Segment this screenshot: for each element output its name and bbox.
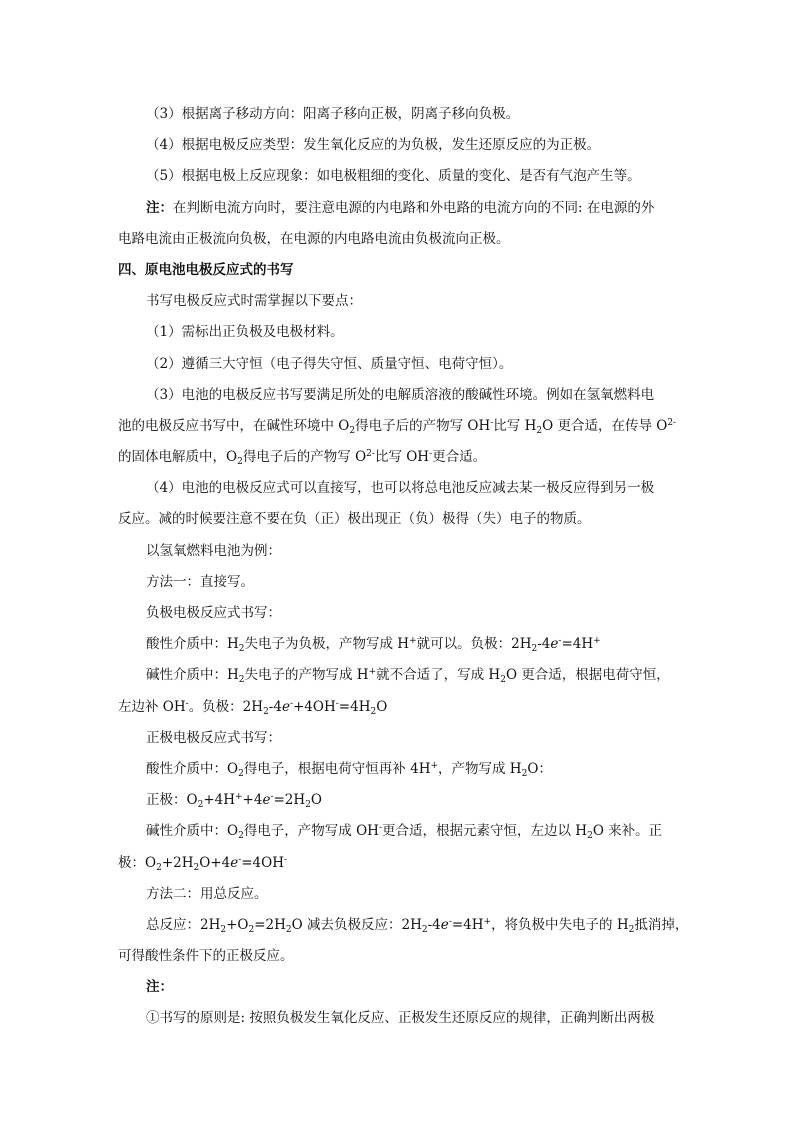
text: 正极：O [146, 792, 198, 809]
paragraph-line [118, 134, 683, 165]
electron-symbol: e [281, 698, 290, 715]
paragraph-line [118, 165, 683, 196]
note-line [118, 197, 683, 228]
text: 酸性介质中：O [146, 760, 239, 777]
text: 比写 OH [374, 449, 430, 466]
paragraph-line [118, 727, 683, 758]
superscript: - [284, 854, 288, 865]
subscript: 2 [238, 644, 245, 655]
text: =4OH [241, 854, 284, 871]
superscript: - [270, 792, 274, 803]
equation-line [118, 633, 683, 664]
text: ①书写的原则是: 按照负极发生氧化反应、正极发生还原反应的规律，正确判断出两极 [146, 1010, 655, 1027]
paragraph-line [118, 228, 683, 259]
subscript: 2 [305, 800, 311, 811]
subscript: 2 [237, 457, 243, 468]
text: O 来补。正 [592, 823, 663, 840]
text: 总反应：2H [146, 916, 221, 933]
electron-symbol: e [230, 854, 239, 871]
text: 碱性介质中：H [146, 667, 239, 684]
subscript: 2 [197, 800, 204, 811]
text: 碱性介质中：O [146, 823, 239, 840]
paragraph-line [118, 446, 683, 477]
superscript: - [558, 636, 562, 647]
superscript: + [483, 916, 492, 927]
electron-symbol: e [550, 636, 559, 653]
text: （2）遵循三大守恒（电子得失守恒、质量守恒、电荷守恒）。 [146, 355, 513, 372]
list-item [118, 477, 683, 508]
document-body [118, 103, 689, 1039]
text: =4H [561, 636, 594, 653]
subscript: 2 [628, 924, 635, 935]
note-label: 注： [146, 979, 173, 996]
superscript: + [235, 792, 243, 803]
text: O 更合适，在传导 O [542, 417, 668, 434]
paragraph-line [118, 415, 683, 446]
equation-line [118, 914, 689, 945]
text: 失电子的产物写成 H [244, 667, 369, 684]
text: 电路电流由正极流向负极，在电源的内电路电流由负极流向正极。 [118, 230, 510, 247]
text: ，将负极中失电子的 H [491, 916, 629, 933]
text: （4）根据电极反应类型：发生氧化反应的为负极，发生还原反应的为正极。 [146, 137, 601, 154]
paragraph-line [118, 508, 683, 539]
text: 。负极：2H [188, 698, 264, 715]
superscript: + [368, 667, 377, 678]
text: +O [226, 916, 249, 933]
subscript: 2 [421, 924, 428, 935]
text: （3）根据离子移动方向：阳离子移向正极，阴离子移向负极。 [146, 106, 520, 122]
superscript: 2- [667, 417, 677, 428]
subscript: 2 [531, 644, 538, 655]
text: +4H [203, 792, 235, 809]
subscript: 2 [263, 706, 269, 717]
subscript: 2 [220, 924, 227, 935]
text: 反应。减的时候要注意不要在负（正）极出现正（负）极得（失）电子的物质。 [118, 511, 591, 528]
paragraph-line [118, 290, 683, 321]
subscript: 2 [193, 862, 200, 873]
text: 得电子，根据电荷守恒再补 4H [243, 760, 431, 777]
superscript: + [430, 760, 439, 771]
text: 得电子后的产物写 O [242, 449, 367, 466]
superscript: - [335, 698, 339, 709]
paragraph-line [118, 602, 683, 633]
text: =2H [273, 792, 306, 809]
list-item [118, 1007, 683, 1038]
superscript: - [429, 449, 433, 460]
list-item [118, 321, 683, 352]
text: 得电子后的产物写 OH [355, 417, 491, 434]
text: 以氢氧燃料电池为例： [146, 542, 281, 559]
text: 书写电极反应式时需掌握以下要点： [146, 293, 362, 310]
subscript: 2 [500, 675, 506, 686]
text: 失电子为负极，产物写成 H [244, 636, 410, 653]
text: （1）需标出正负极及电极材料。 [146, 324, 344, 341]
superscript: - [490, 417, 494, 428]
subscript: 2 [587, 831, 593, 842]
text: 在判断电流方向时，要注意电源的内电路和外电路的电流方向的不同: 在电源的外 [173, 199, 655, 216]
text: （4）电池的电极反应式可以直接写，也可以将总电池反应减去某一极反应得到另一极 [146, 480, 655, 497]
equation-line [118, 789, 683, 820]
section-heading [118, 259, 683, 290]
text: 极：O [118, 854, 157, 871]
paragraph-line [118, 883, 683, 914]
text: 比写 H [493, 417, 537, 434]
text: =4H [451, 916, 484, 933]
paragraph-line [118, 103, 683, 134]
text: 得电子，产物写成 OH [243, 823, 379, 840]
subscript: 2 [285, 924, 292, 935]
electron-symbol: e [440, 916, 449, 933]
text: （3）电池的电极反应书写要满足所处的电解质溶液的酸碱性环境。例如在氢氧燃料电 [146, 386, 655, 403]
superscript: 2- [366, 449, 375, 460]
text: 更合适，根据元素守恒，左边以 H [382, 823, 588, 840]
text: 可得酸性条件下的正极反应。 [118, 948, 294, 965]
subscript: 2 [349, 425, 356, 436]
text: 方法一：直接写。 [146, 573, 254, 590]
note-heading [118, 976, 683, 1007]
text: O+4 [199, 854, 231, 871]
equation-line [118, 820, 683, 851]
text: 的固体电解质中，O [118, 449, 238, 466]
electron-symbol: e [262, 792, 271, 809]
subscript: 2 [238, 768, 244, 779]
text: 更合适。 [432, 449, 487, 466]
superscript: + [593, 636, 601, 647]
text: +2H [161, 854, 194, 871]
subscript: 2 [248, 924, 255, 935]
text: -4 [427, 916, 441, 933]
list-item [118, 384, 683, 415]
subscript: 2 [370, 706, 377, 717]
text: +4OH [293, 698, 336, 715]
subscript: 2 [156, 862, 162, 873]
text: O [376, 698, 388, 715]
superscript: - [238, 854, 242, 865]
paragraph-line [118, 571, 683, 602]
equation-line [118, 758, 683, 789]
superscript: - [185, 698, 189, 709]
subscript: 2 [238, 675, 245, 686]
text: -4 [537, 636, 551, 653]
equation-line [118, 852, 683, 883]
text: 池的电极反应书写中，在碱性环境中 O [118, 417, 350, 434]
heading-text: 四、原电池电极反应式的书写 [118, 261, 294, 278]
text: 正极电极反应式书写： [146, 729, 281, 746]
text: O [310, 792, 322, 809]
text: O： [527, 760, 552, 777]
list-item [118, 353, 683, 384]
text: 酸性介质中：H [146, 636, 239, 653]
text: O 更合适，根据电荷守恒， [505, 667, 670, 684]
superscript: + [409, 636, 417, 647]
text: O 减去负极反应：2H [291, 916, 422, 933]
equation-line [118, 696, 683, 727]
superscript: - [378, 823, 382, 834]
paragraph-line [118, 945, 683, 976]
text: ，产物写成 H [438, 760, 522, 777]
text: +4 [242, 792, 263, 809]
text: 左边补 OH [118, 698, 186, 715]
text: -4 [268, 698, 282, 715]
text: 方法二：用总反应。 [146, 885, 268, 902]
equation-line [118, 664, 683, 695]
subscript: 2 [238, 831, 244, 842]
text: 就可以。负极：2H [416, 636, 532, 653]
subscript: 2 [536, 425, 543, 436]
text: =2H [254, 916, 286, 933]
text: 负极电极反应式书写： [146, 605, 281, 621]
text: 就不合适了，写成 H [376, 667, 501, 684]
subscript: 2 [521, 768, 528, 779]
paragraph-line [118, 540, 683, 571]
superscript: - [448, 916, 452, 927]
text: 抵消掉， [634, 916, 689, 933]
text: =4H [338, 698, 371, 715]
text: （5）根据电极上反应现象：如电极粗细的变化、质量的变化、是否有气泡产生等。 [146, 168, 641, 185]
superscript: - [289, 698, 293, 709]
note-label: 注： [146, 199, 173, 216]
